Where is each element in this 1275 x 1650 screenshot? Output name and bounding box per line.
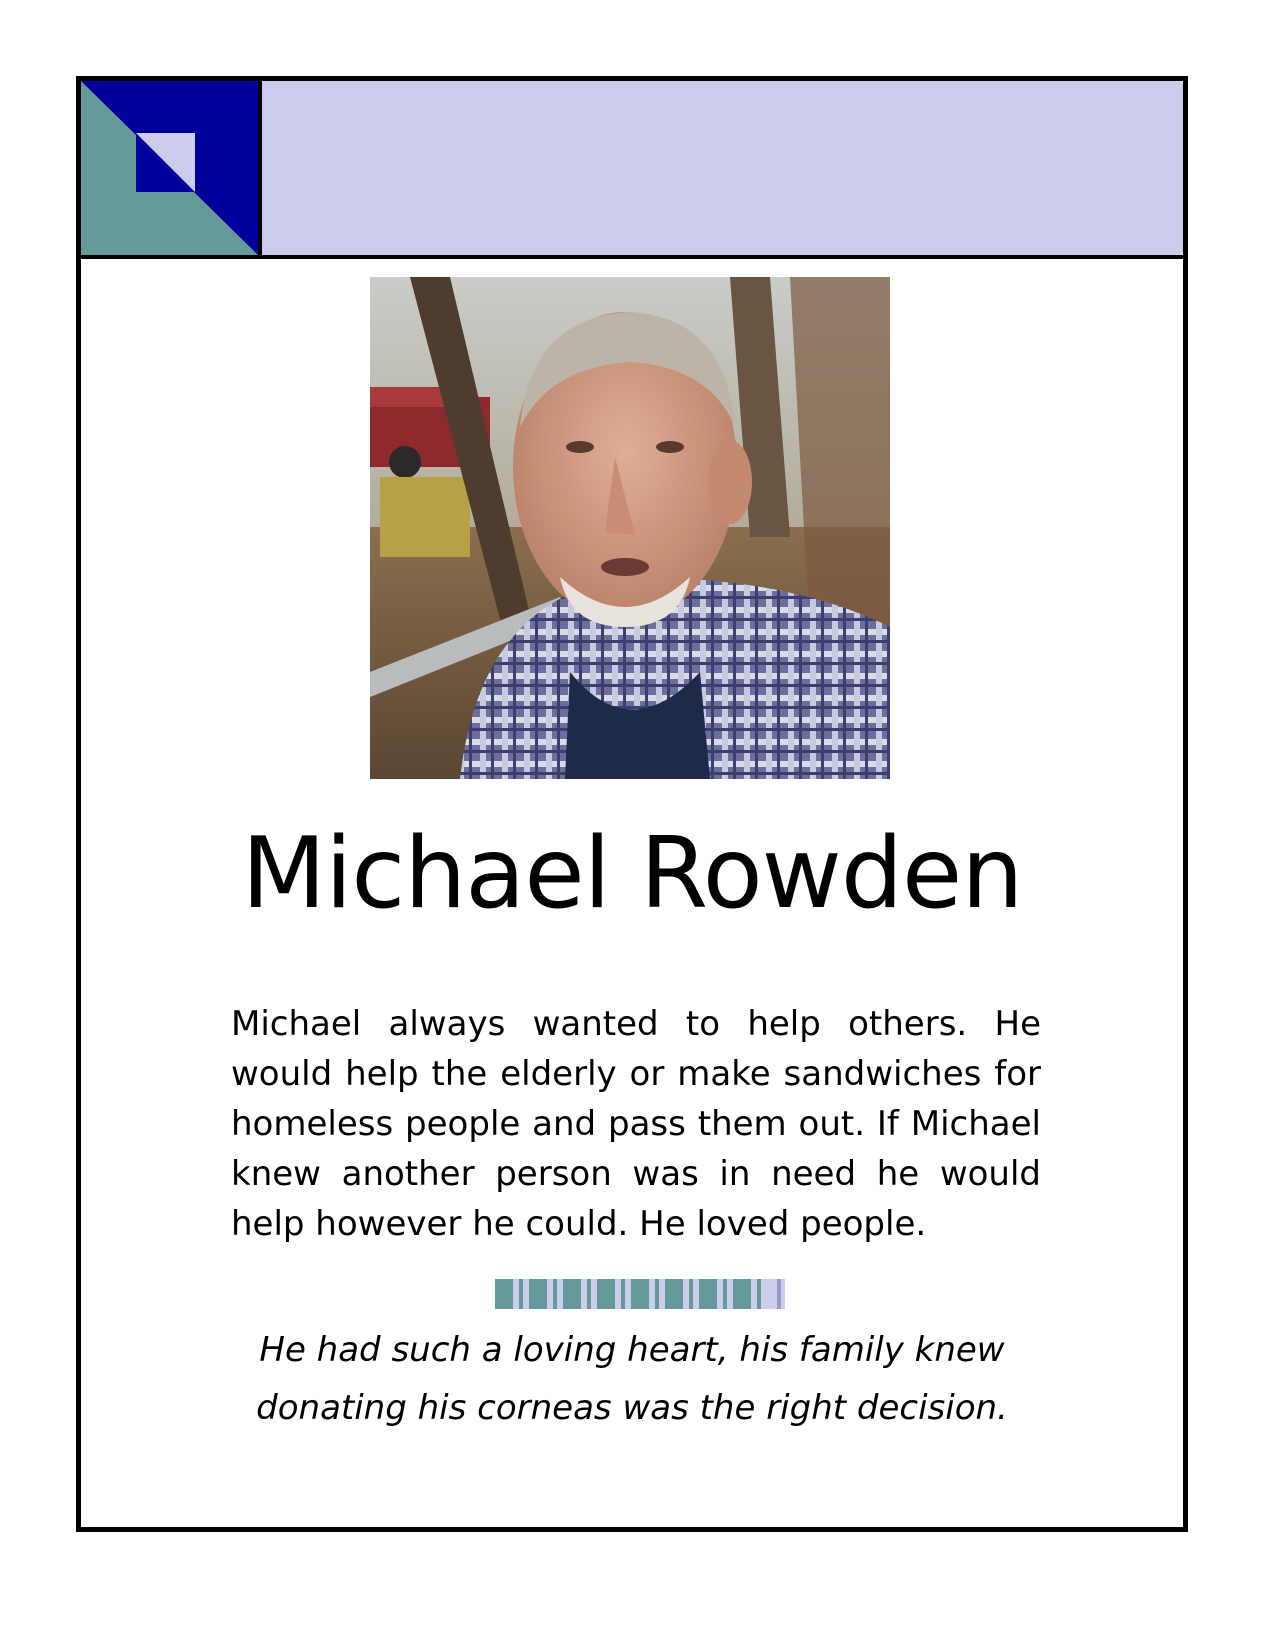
corner-quilt-block-icon — [81, 81, 262, 255]
quote-line-2: donating his corneas was the right decision. — [256, 1388, 1008, 1428]
memorial-card-frame — [76, 76, 1188, 1532]
family-quote — [81, 1321, 1183, 1437]
quote-line-1: He had such a loving heart, his family knew — [259, 1330, 1005, 1370]
header-band — [81, 81, 1183, 259]
quilt-strip-divider-icon — [495, 1279, 785, 1309]
person-name: Michael Rowden — [241, 817, 1023, 931]
portrait-photo — [370, 277, 890, 779]
biography-text: Michael always wanted to help others. He would help the elderly or make sandwiches for homeless people and pass them out. If Michael knew another person was in need he would help however he could. He loved people. — [231, 1004, 1041, 1244]
